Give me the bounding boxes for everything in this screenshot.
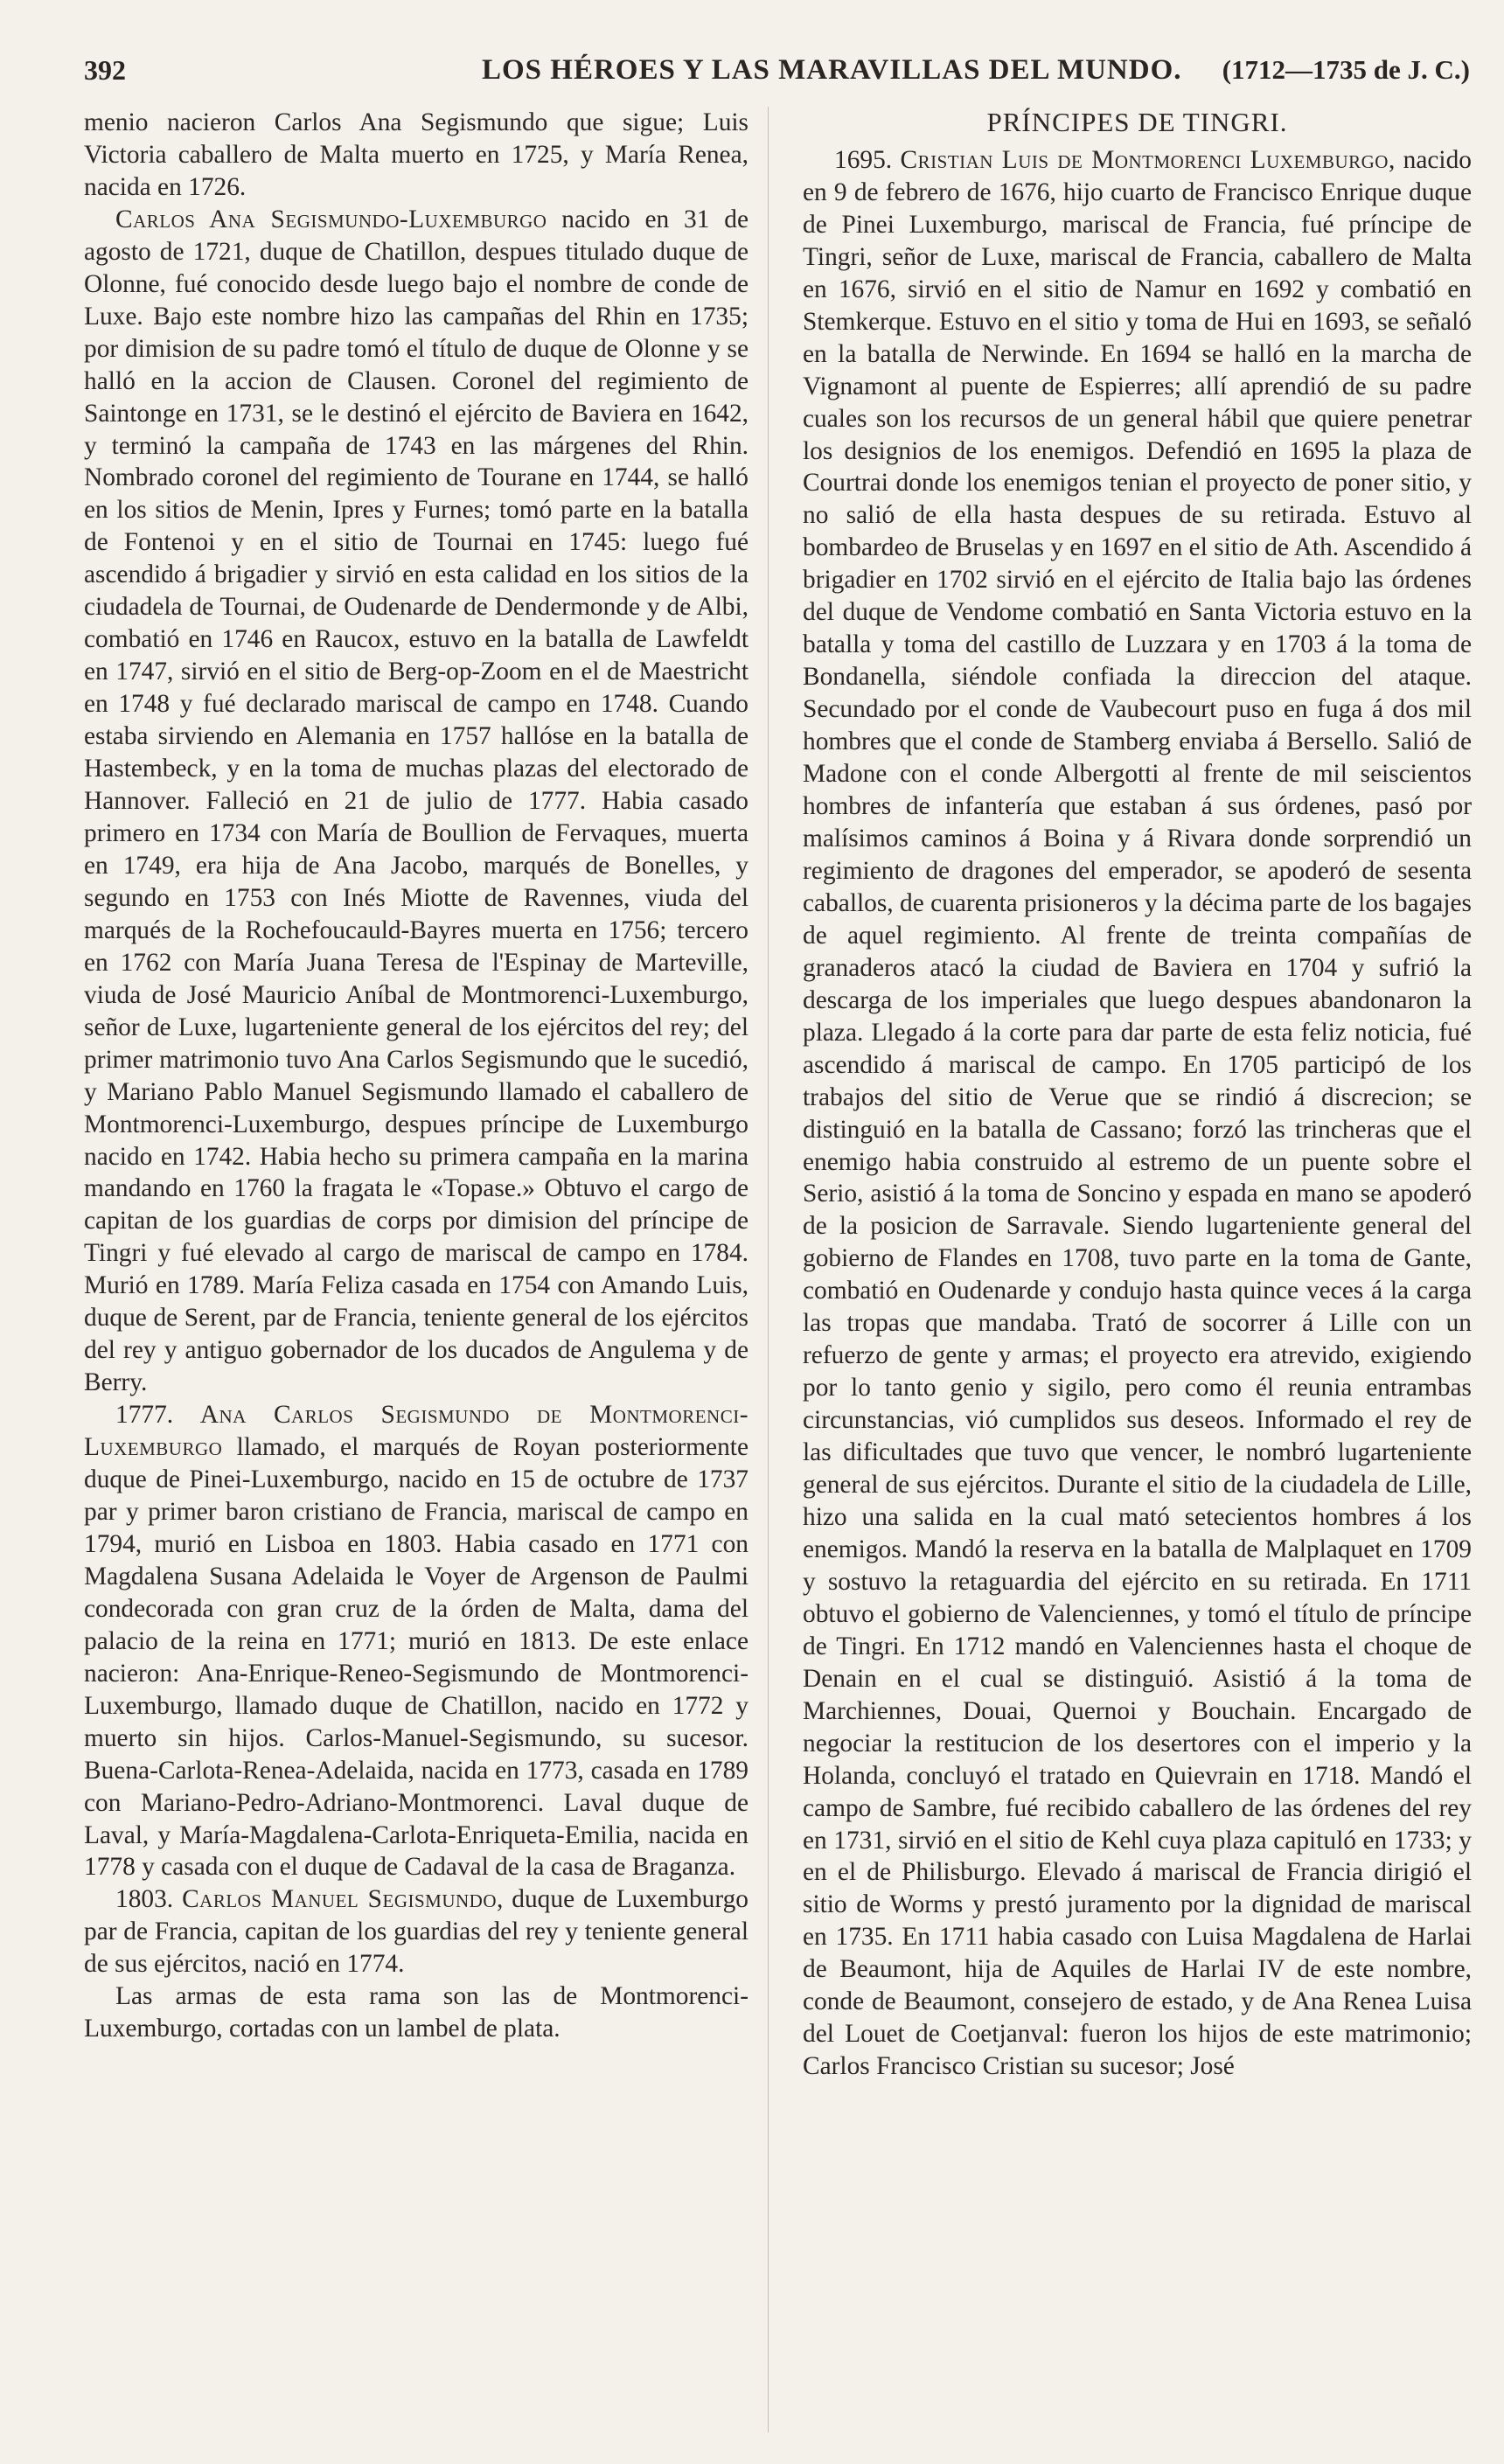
paragraph: Las armas de esta rama son las de Montmorenci-Luxemburgo, cortadas con un lambel de plata. bbox=[84, 1982, 749, 2043]
paragraph: menio nacieron Carlos Ana Segismundo que sigue; Luis Victoria caballero de Malta muerto en 1725, y María Renea, nacida en 1726. bbox=[84, 108, 749, 201]
paragraph bbox=[84, 1399, 749, 1883]
column-divider bbox=[768, 107, 769, 2433]
right-column bbox=[803, 107, 1472, 2083]
entry-year: 1803. bbox=[115, 1885, 174, 1914]
running-title: LOS HÉROES Y LAS MARAVILLAS DEL MUNDO. bbox=[482, 54, 1182, 86]
paragraph bbox=[84, 204, 749, 1399]
date-range: (1712—1735 de J. C.) bbox=[1222, 54, 1470, 85]
entry-year: 1777. bbox=[115, 1401, 174, 1430]
paragraph bbox=[84, 1883, 749, 1980]
person-name: Cristian Luis de Montmorenci Luxemburgo bbox=[900, 145, 1389, 174]
paragraph bbox=[803, 144, 1472, 2083]
paragraph-text: , nacido en 9 de febrero de 1676, hijo cuarto de Francisco Enrique duque de Pinei Luxemburgo, mariscal de Francia, fué príncipe de Tingri, señor de Luxe, mariscal de Francia, caballero de Malta en 1676, sirvió en el sitio de Namur en 1692 y combatió en Stemkerque. Estuvo en el sitio y toma de Hui en 1693, se señaló en la batalla de Nerwinde. En 1694 se halló en la marcha de Vignamont al puente de Espierres; allí aprendió de su padre cuales son los recursos de un general hábil que quiere penetrar los designios de los enemigos. Defendió en 1695 la plaza de Courtrai donde los enemigos tenian el proyecto de poner sitio, y no salió de ella hasta despues de su retirada. Estuvo al bombardeo de Bruselas y en 1697 en el sitio de Ath. Ascendido á brigadier en 1702 sirvió en el ejército de Italia bajo las órdenes del duque de Vendome combatió en Santa Victoria estuvo en la batalla y toma del castillo de Luzzara y en 1703 á la toma de Bondanella, siéndole confiada la direccion del ataque. Secundado por el conde de Vaubecourt puso en fuga á dos mil hombres que el conde de Stamberg enviaba á Bersello. Salió de Madone con el conde Albergotti al frente de mil seiscientos hombres de infantería que estaban á sus órdenes, pasó por malísimos caminos á Boina y á Rivara donde sorprendió un regimiento de dragones del emperador, se apoderó de sesenta caballos, de cuarenta prisioneros y la décima parte de los bagajes de aquel regimiento. Al frente de treinta compañías de granaderos atacó la ciudad de Baviera en 1704 y sufrió la descarga de los imperiales que luego despues abandonaron la plaza. Llegado á la corte para dar parte de esta feliz noticia, fué ascendido á mariscal de campo. En 1705 participó de los trabajos del sitio de Verue que se rindió á discrecion; se distinguió en la batalla de Cassano; forzó las trincheras que el enemigo habia construido al estremo de un puente sobre el Serio, asistió á la toma de Soncino y espada en mano se apoderó de la posicion de Sarravale. Siendo lugarteniente general del gobierno de Flandes en 1708, tuvo parte en la toma de Gante, combatió en Oudenarde y condujo hasta quince veces á la carga las tropas que mandaba. Trató de socorrer á Lille con un refuerzo de gente y armas; el proyecto era atrevido, exigiendo por lo tanto genio y sigilo, pero como él reunia entrambas circunstancias, vió cumplidos sus deseos. Informado el rey de las dificultades que tuvo que vencer, le nombró lugarteniente general de sus ejércitos. Durante el sitio de la ciudadela de Lille, hizo una salida en la cual mató setecientos hombres á los enemigos. Mandó la reserva en la batalla de Malplaquet en 1709 y sostuvo la retaguardia del ejército en su retirada. En 1711 obtuvo el gobierno de Valenciennes, y tomó el título de príncipe de Tingri. En 1712 mandó en Valenciennes hasta el choque de Denain en el cual se distinguió. Asistió á la toma de Marchiennes, Douai, Quernoi y Bouchain. Encargado de negociar la restitucion de los desertores con el imperio y la Holanda, concluyó el tratado en Quievrain en 1718. Mandó el campo de Sambre, fué recibido caballero de las órdenes del rey en 1731, sirvió en el sitio de Kehl cuya plaza capituló en 1733; y en el de Philisburgo. Elevado á mariscal de Francia dirigió el sitio de Worms y prestó juramento por la dignidad de mariscal en 1735. En 1711 habia casado con Luisa Magdalena de Harlai de Beaumont, hija de Aquiles de Harlai IV de este nombre, conde de Beaumont, consejero de estado, y de Ana Renea Luisa del Louet de Coetjanval: fueron los hijos de este matrimonio; Carlos Francisco Cristian su sucesor; José bbox=[803, 145, 1472, 2081]
entry-year: 1695. bbox=[834, 145, 893, 174]
section-title: PRÍNCIPES DE TINGRI. bbox=[986, 107, 1288, 137]
person-name: Carlos Manuel Segismundo bbox=[182, 1885, 498, 1914]
paragraph-text: nacido en 31 de agosto de 1721, duque de Chatillon, despues titulado duque de Olonne, fué conocido desde luego bajo el nombre de conde de Luxe. Bajo este nombre hizo las campañas del Rhin en 1735; por dimision de su padre tomó el título de duque de Olonne y se halló en la accion de Clausen. Coronel del regimiento de Saintonge en 1731, se le destinó el ejército de Baviera en 1642, y terminó la campaña de 1743 en las márgenes del Rhin. Nombrado coronel del regimiento de Tourane en 1744, se halló en los sitios de Menin, Ipres y Furnes; tomó parte en la batalla de Fontenoi y en el sitio de Tournai en 1745: luego fué ascendido á brigadier y sirvió en esta calidad en los sitios de la ciudadela de Tournai, de Oudenarde de Dendermonde y de Albi, combatió en 1746 en Raucox, estuvo en la batalla de Lawfeldt en 1747, sirvió en el sitio de Berg-op-Zoom en el de Maestricht en 1748 y fué declarado mariscal de campo en 1748. Cuando estaba sirviendo en Alemania en 1757 hallóse en la batalla de Hastembeck, y en la toma de muchas plazas del electorado de Hannover. Falleció en 21 de julio de 1777. Habia casado primero en 1734 con María de Boullion de Fervaques, muerta en 1749, era hija de Ana Jacobo, marqués de Bonelles, y segundo en 1753 con Inés Miotte de Ravennes, viuda del marqués de la Rochefoucauld-Bayres muerta en 1756; tercero en 1762 con María Juana Teresa de l'Espinay de Marteville, viuda de José Mauricio Aníbal de Montmorenci-Luxemburgo, señor de Luxe, lugarteniente general de los ejércitos del rey; del primer matrimonio tuvo Ana Carlos Segismundo que le sucedió, y Mariano Pablo Manuel Segismundo llamado el caballero de Montmorenci-Luxemburgo, despues príncipe de Luxemburgo nacido en 1742. Habia hecho su primera campaña en la marina mandando en 1760 la fragata le «Topase.» Obtuvo el cargo de capitan de los guardias de corps por dimision del príncipe de Tingri y fué elevado al cargo de mariscal de campo en 1784. Murió en 1789. María Feliza casada en 1754 con Amando Luis, duque de Serent, par de Francia, teniente general de los ejércitos del rey y antiguo gobernador de los ducados de Angulema y de Berry. bbox=[84, 205, 749, 1397]
paragraph-text: , duque de Luxemburgo par de Francia, capitan de los guardias del rey y teniente general de sus ejércitos, nació en 1774. bbox=[84, 1885, 749, 1979]
left-column bbox=[84, 107, 749, 2045]
page-number: 392 bbox=[84, 54, 126, 86]
paragraph-text: llamado, el marqués de Royan posteriormente duque de Pinei-Luxemburgo, nacido en 15 de octubre de 1737 par y primer baron cristiano de Francia, mariscal de campo en 1794, murió en Lisboa en 1803. Habia casado en 1771 con Magdalena Susana Adelaida le Voyer de Argenson de Paulmi condecorada con gran cruz de la órden de Malta, dama del palacio de la reina en 1771; murió en 1813. De este enlace nacieron: Ana-Enrique-Reneo-Segismundo de Montmorenci-Luxemburgo, llamado duque de Chatillon, nacido en 1772 y muerto sin hijos. Carlos-Manuel-Segismundo, su sucesor. Buena-Carlota-Renea-Adelaida, nacida en 1773, casada en 1789 con Mariano-Pedro-Adriano-Montmorenci. Laval duque de Laval, y María-Magdalena-Carlota-Enriqueta-Emilia, nacida en 1778 y casada con el duque de Cadaval de la casa de Braganza. bbox=[84, 1433, 749, 1882]
page-header bbox=[84, 54, 1470, 100]
person-name: Carlos Ana Segismundo-Luxemburgo bbox=[115, 205, 547, 233]
person-name: Ana Carlos Segismundo de Montmorenci-Luxemburgo bbox=[84, 1401, 749, 1462]
